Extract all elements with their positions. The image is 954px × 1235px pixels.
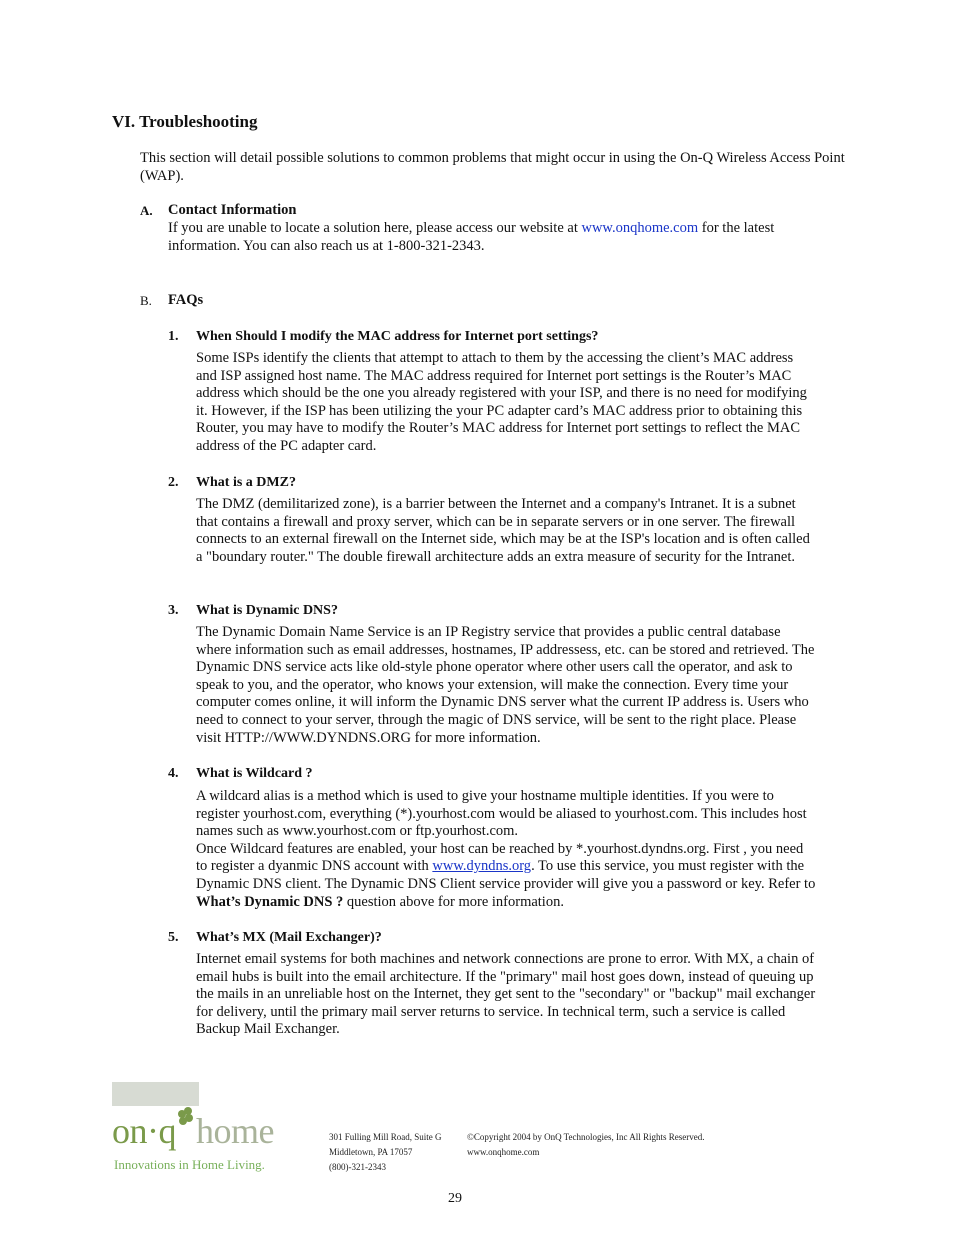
contact-paragraph xyxy=(168,220,808,255)
faqs-title: FAQs xyxy=(168,292,204,308)
faq-4-text-mid: . To use this service, you must register with the Dynamic DNS client. The Dynamic DNS Client service provider will give you a password or key. Refer to xyxy=(196,858,816,892)
faq-4-text-after: question above for more information. xyxy=(343,893,564,910)
onq-home-logo xyxy=(112,1110,274,1152)
faq-3-title: What is Dynamic DNS? xyxy=(196,603,338,618)
contact-marker: A. xyxy=(140,203,153,218)
footer-address xyxy=(329,1130,442,1175)
copyright-text: ©Copyright 2004 by OnQ Technologies, Inc All Rights Reserved. xyxy=(467,1132,705,1142)
address-line-3: (800)-321-2343 xyxy=(329,1162,386,1172)
faq-5-number: 5. xyxy=(168,930,179,945)
section-title: VI. Troubleshooting xyxy=(112,112,258,131)
faq-4-text-bold: What’s Dynamic DNS ? xyxy=(196,893,344,910)
faq-4-title: What is Wildcard ? xyxy=(196,766,313,781)
faq-3-answer: The Dynamic Domain Name Service is an IP Registry service that provides a public central database where information such as email addresses, hostnames, IP addressess, etc. can be stored and retrieved. The Dynamic DNS service acts like old-style phone operator where other users call the operator, and ask to speak to you, and the operator, who knows your extension, will make the connection. Every time your computer comes online, it will inform the Dynamic DNS server what the current IP address is. Users who need to connect to your server, through the magic of DNS service, will be sent to the right place. Please visit HTTP://WWW.DYNDNS.ORG for more information. xyxy=(196,624,815,746)
faq-4-answer xyxy=(196,788,816,911)
faqs-marker: B. xyxy=(140,293,152,308)
faq-4-answer-p1: A wildcard alias is a method which is used to give your hostname multiple identities. If you were to register yourhost.com, everything (*).yourhost.com would be aliased to yourhost.com. This includes host names such as www.yourhost.com or ftp.yourhost.com. xyxy=(196,788,807,840)
faq-3-number: 3. xyxy=(168,603,179,618)
faq-2-number: 2. xyxy=(168,475,179,490)
faq-4-number: 4. xyxy=(168,766,179,781)
faq-2-title: What is a DMZ? xyxy=(196,475,296,490)
faq-4-text-before: Once Wildcard features are enabled, your host can be reached by *.yourhost.dyndns.org. First , you need to register a dyanmic DNS account with xyxy=(196,840,804,875)
page-number: 29 xyxy=(448,1191,462,1206)
logo-home-text: home xyxy=(196,1111,274,1151)
faq-1-number: 1. xyxy=(168,329,179,344)
footer-website: www.onqhome.com xyxy=(467,1147,540,1157)
faq-2-answer: The DMZ (demilitarized zone), is a barrier between the Internet and a company's Intranet. It is a subnet that contains a firewall and proxy server, which can be in separate servers or in one server. The firewall connects to an external firewall on the Internet side, which may be at the ISP's location and is often called a "boundary router." The double firewall architecture adds an extra measure of security for the Intranet. xyxy=(196,496,810,565)
faq-5-answer: Internet email systems for both machines and network connections are prone to error. With MX, a chain of email hubs is built into the email architecture. If the "primary" mail host goes down, instead of queuing up the mails in an unreliable host on the Internet, they get sent to the "secondary" or "backup" mail exchanger for delivery, until the primary mail server returns to service. In technical term, such a service is called Backup Mail Exchanger. xyxy=(196,951,816,1038)
onqhome-link[interactable]: www.onqhome.com xyxy=(581,220,699,236)
faq-1-title: When Should I modify the MAC address for Internet port settings? xyxy=(196,329,599,344)
logo-onq-text: on·q xyxy=(112,1111,176,1151)
contact-title: Contact Information xyxy=(168,202,297,218)
address-line-1: 301 Fulling Mill Road, Suite G xyxy=(329,1132,442,1142)
tagline: Innovations in Home Living. xyxy=(114,1157,265,1172)
faq-4-answer-p2 xyxy=(196,841,816,911)
footer-logo-bar xyxy=(112,1082,199,1106)
leaf-icon xyxy=(176,1111,196,1151)
contact-text-after: for the latest information. You can also reach us at 1-800-321-2343. xyxy=(168,220,775,254)
faq-1-answer: Some ISPs identify the clients that attempt to attach to them by the accessing the client’s MAC address and ISP assigned host name. The MAC address required for Internet port settings is the Router’s MAC address which should be the one you already registered with your ISP, and there is no need for modifying it. However, if the ISP has been utilizing the your PC adapter card’s MAC address prior to obtaining this Router, you may have to modify the Router’s MAC address for Internet port settings to reflect the MAC address of the PC adapter card. xyxy=(196,350,807,454)
footer-copyright-block xyxy=(467,1130,705,1160)
address-line-2: Middletown, PA 17057 xyxy=(329,1147,413,1157)
contact-text-before: If you are unable to locate a solution here, please access our website at xyxy=(168,220,582,236)
faq-5-title: What’s MX (Mail Exchanger)? xyxy=(196,930,382,945)
intro-paragraph: This section will detail possible solutions to common problems that might occur in using the On-Q Wireless Access Point (WAP). xyxy=(140,150,845,184)
dyndns-link[interactable]: www.dyndns.org xyxy=(432,858,532,875)
